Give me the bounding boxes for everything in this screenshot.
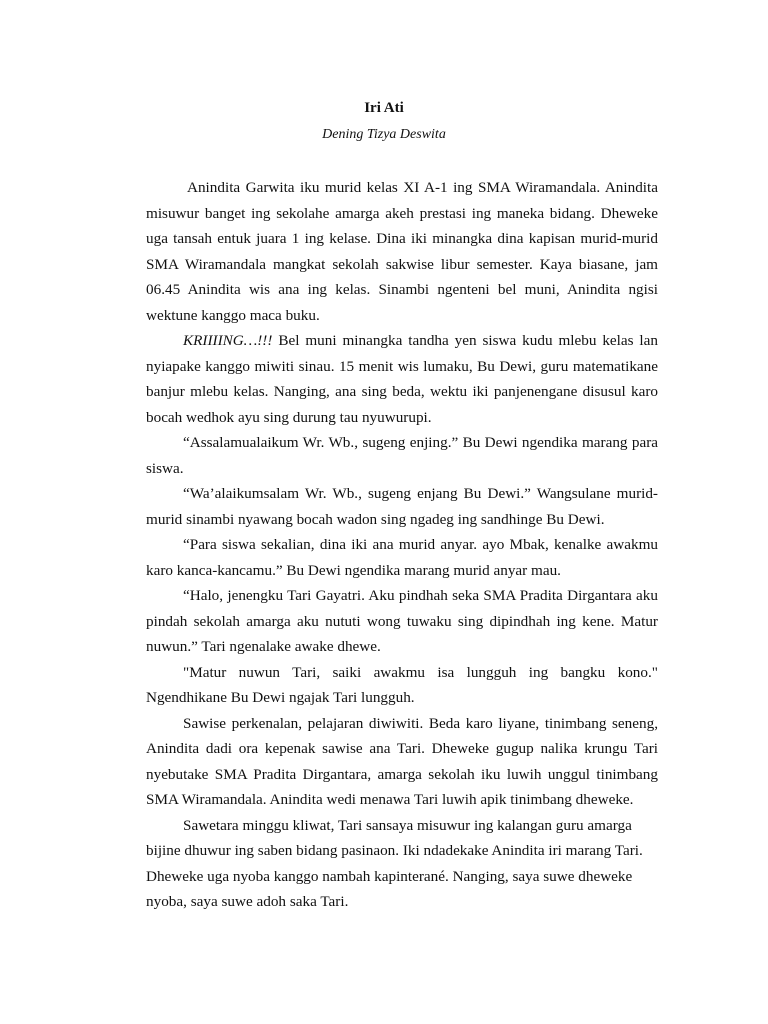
paragraph-5 xyxy=(146,532,658,583)
paragraph-text: "Matur nuwun Tari, saiki awakmu isa lungguh ing bangku kono." Ngendhikane Bu Dewi ngajak Tari lungguh. xyxy=(146,663,658,706)
document-author: Dening Tizya Deswita xyxy=(322,127,446,142)
paragraph-text: Sawise perkenalan, pelajaran diwiwiti. Beda karo liyane, tinimbang seneng, Anindita dadi ora kepenak sawise ana Tari. Dheweke gugup nalika krungu Tari nyebutake SMA Pradita Dirgantara, amarga sekolah iku luwih unggul tinimbang SMA Wiramandala. Anindita wedi menawa Tari luwih apik tinimbang dheweke. xyxy=(146,714,658,808)
paragraph-text: Anindita Garwita iku murid kelas XI A-1 ing SMA Wiramandala. Anindita misuwur banget ing sekolahe amarga akeh prestasi ing maneka bidang. Dheweke uga tansah entuk juara 1 ing kelase. Dina iki minangka dina kapisan murid-murid SMA Wiramandala mangkat sekolah sakwise libur semester. Kaya biasane, jam 06.45 Anindita wis ana ing kelas. Sinambi ngenteni bel muni, Anindita ngisi wektune kanggo maca buku. xyxy=(146,179,658,324)
paragraph-text: “Halo, jenengku Tari Gayatri. Aku pindhah seka SMA Pradita Dirgantara aku pindah sekolah amarga aku nututi wong tuwaku sing dipindhah ing kene. Matur nuwun.” Tari ngenalake awake dhewe. xyxy=(146,587,658,655)
paragraph-text: “Para siswa sekalian, dina iki ana murid anyar. ayo Mbak, kenalke awakmu karo kanca-kancamu.” Bu Dewi ngendika marang murid anyar mau. xyxy=(146,536,658,579)
paragraph-text: Bel muni minangka tandha yen siswa kudu mlebu kelas lan nyiapake kanggo miwiti sinau. 15 menit wis lumaku, Bu Dewi, guru matematikane banjur mlebu kelas. Nanging, ana sing beda, wektu iki panjenengane disusul karo bocah wedhok ayu sing durung tau nyuwurupi. xyxy=(146,332,658,426)
paragraph-6 xyxy=(146,583,658,660)
story-body xyxy=(146,175,658,915)
sound-effect-text: KRIIIING…!!! xyxy=(183,332,273,349)
paragraph-4 xyxy=(146,481,658,532)
paragraph-text: “Assalamualaikum Wr. Wb., sugeng enjing.” Bu Dewi ngendika marang para siswa. xyxy=(146,434,658,477)
paragraph-9 xyxy=(146,813,658,915)
paragraph-text: Sawetara minggu kliwat, Tari sansaya misuwur ing kalangan guru amarga bijine dhuwur ing saben bidang pasinaon. Iki ndadekake Anindita iri marang Tari. Dheweke uga nyoba kanggo nambah kapinterané. Nanging, saya suwe dheweke nyoba, saya suwe adoh saka Tari. xyxy=(146,816,643,910)
paragraph-2 xyxy=(146,328,658,430)
paragraph-7 xyxy=(146,660,658,711)
paragraph-1 xyxy=(146,175,658,328)
paragraph-8 xyxy=(146,711,658,813)
document-title: Iri Ati xyxy=(364,100,404,116)
paragraph-3 xyxy=(146,430,658,481)
paragraph-text: “Wa’alaikumsalam Wr. Wb., sugeng enjang Bu Dewi.” Wangsulane murid-murid sinambi nyawang bocah wadon sing ngadeg ing sandhinge Bu Dewi. xyxy=(146,485,658,528)
